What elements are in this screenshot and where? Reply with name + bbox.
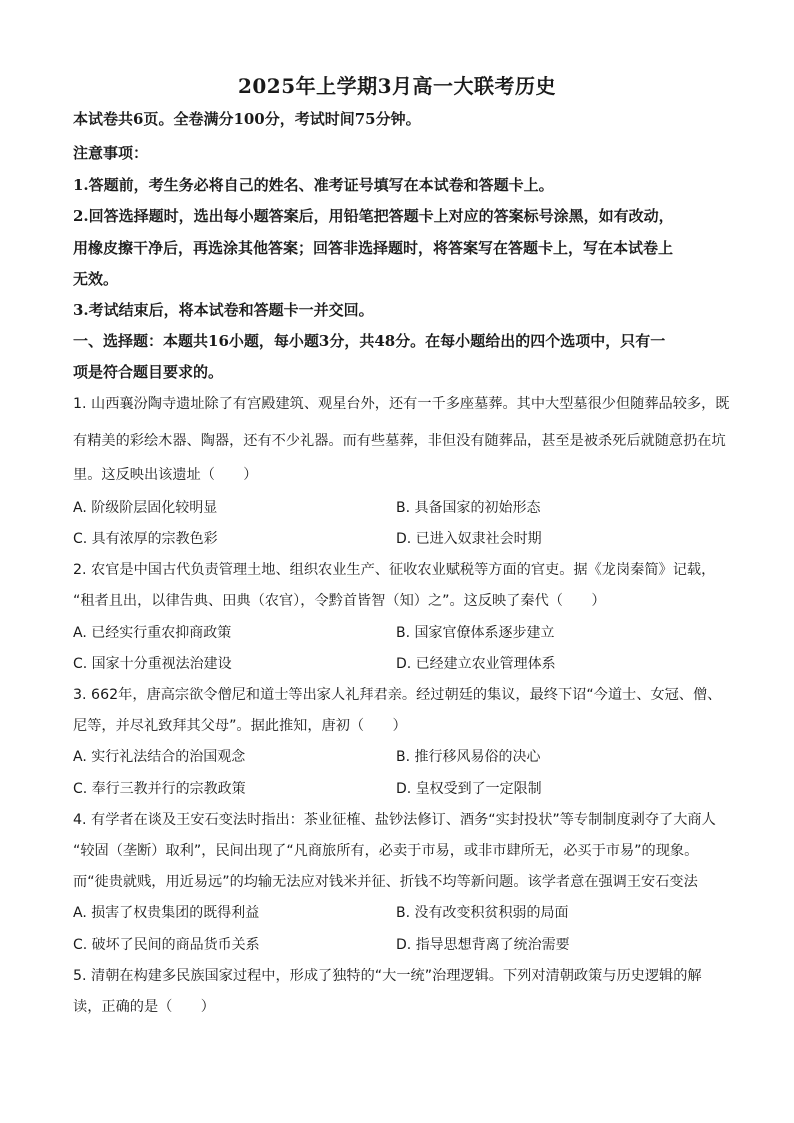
notice-item-2-line-2: 用橡皮擦干净后，再选涂其他答案；回答非选择题时，将答案写在答题卡上，写在本试卷上 [73,239,674,257]
q1-option-c: C. 具有浓厚的宗教色彩 [73,531,218,547]
q5-stem-line-2: 读，正确的是（ ） [73,999,215,1015]
q1-stem-line-3: 里。这反映出该遗址（ ） [73,467,258,483]
q3-option-b: B. 推行移风易俗的决心 [396,749,541,765]
exam-summary: 本试卷共6页。全卷满分100分，考试时间75分钟。 [73,110,421,128]
q3-option-c: C. 奉行三教并行的宗教政策 [73,781,246,797]
q1-stem-line-1: 1. 山西襄汾陶寺遗址除了有宫殿建筑、观星台外，还有一千多座墓葬。其中大型墓很少但随葬品较多，既 [73,396,730,412]
q4-option-d: D. 指导思想背离了统治需要 [396,937,570,953]
q1-option-b: B. 具备国家的初始形态 [396,500,541,516]
q3-stem-line-1: 3. 662年，唐高宗欲令僧尼和道士等出家人礼拜君亲。经过朝廷的集议，最终下诏“今道士、女冠、僧、 [73,687,722,703]
q1-option-a: A. 阶级阶层固化较明显 [73,500,218,516]
q1-option-d: D. 已进入奴隶社会时期 [396,531,542,547]
section-heading-line-2: 项是符合题目要求的。 [73,363,224,381]
q4-option-c: C. 破坏了民间的商品货币关系 [73,937,260,953]
q2-option-a: A. 已经实行重农抑商政策 [73,625,232,641]
q4-option-b: B. 没有改变积贫积弱的局面 [396,905,569,921]
notice-item-2-line-3: 无效。 [73,270,119,288]
q3-option-d: D. 皇权受到了一定限制 [396,781,542,797]
notice-item-3: 3.考试结束后，将本试卷和答题卡一并交回。 [73,301,374,319]
notice-item-2-line-1: 2.回答选择题时，选出每小题答案后，用铅笔把答题卡上对应的答案标号涂黑，如有改动， [73,207,674,225]
q5-stem-line-1: 5. 清朝在构建多民族国家过程中，形成了独特的“大一统”治理逻辑。下列对清朝政策与历史逻辑的解 [73,968,702,984]
q2-option-b: B. 国家官僚体系逐步建立 [396,625,555,641]
q2-option-c: C. 国家十分重视法治建设 [73,656,232,672]
notice-heading: 注意事项： [73,144,149,162]
q2-stem-line-1: 2. 农官是中国古代负责管理土地、组织农业生产、征收农业赋税等方面的官吏。据《龙岗秦简》记载， [73,562,716,578]
notice-item-1: 1.答题前，考生务必将自己的姓名、准考证号填写在本试卷和答题卡上。 [73,176,554,194]
page-title: 2025年上学期3月高一大联考历史 [237,74,557,98]
q2-option-d: D. 已经建立农业管理体系 [396,656,556,672]
q4-stem-line-1: 4. 有学者在谈及王安石变法时指出：茶业征榷、盐钞法修订、酒务“实封投状”等专制制度剥夺了大商人 [73,812,716,828]
q1-stem-line-2: 有精美的彩绘木器、陶器，还有不少礼器。而有些墓葬，非但没有随葬品，甚至是被杀死后就随意扔在坑 [73,433,726,449]
q4-stem-line-3: 而“徙贵就贱，用近易远”的均输无法应对钱米并征、折钱不均等新问题。该学者意在强调王安石变法 [73,874,698,890]
q3-stem-line-2: 尼等，并尽礼致拜其父母”。据此推知，唐初（ ） [73,718,407,734]
section-heading-line-1: 一、选择题：本题共16小题，每小题3分，共48分。在每小题给出的四个选项中，只有一 [73,332,666,350]
q4-stem-line-2: “较固（垄断）取利”，民间出现了“凡商旅所有，必卖于市易，或非市肆所无，必买于市易”的现象。 [73,843,699,859]
q3-option-a: A. 实行礼法结合的治国观念 [73,749,246,765]
q2-stem-line-2: “租者且出，以律告典、田典（农官），令黔首皆智（知）之”。这反映了秦代（ ） [73,593,606,609]
q4-option-a: A. 损害了权贵集团的既得利益 [73,905,260,921]
